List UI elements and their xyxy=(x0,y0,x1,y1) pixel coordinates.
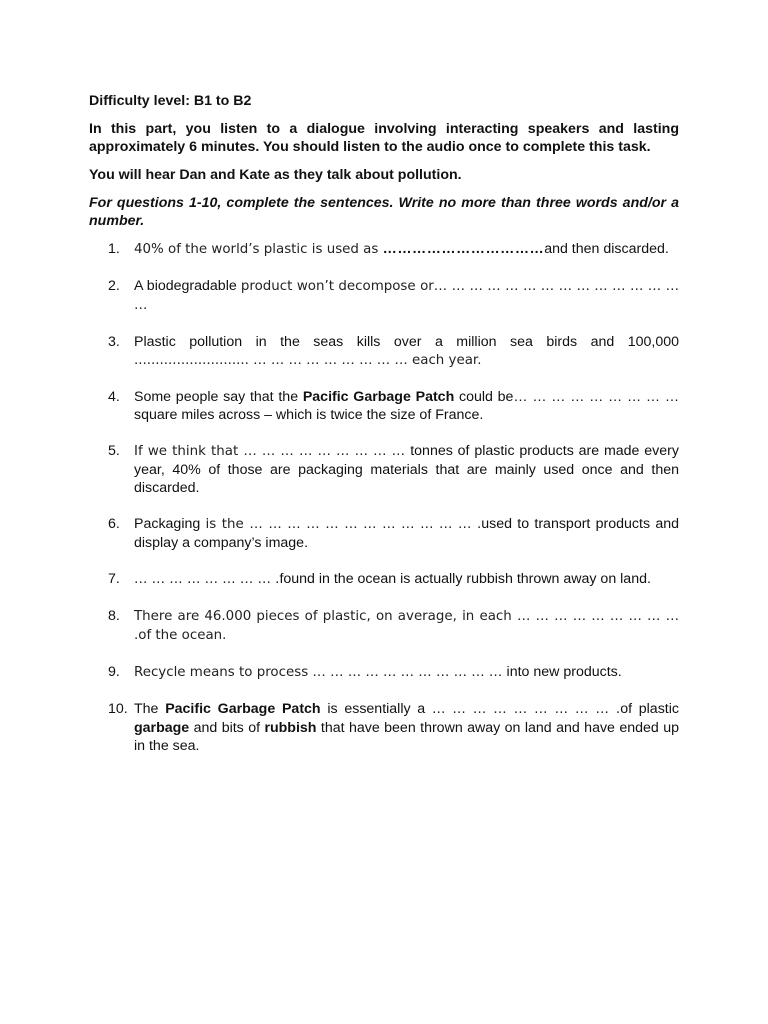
question-number: 1. xyxy=(108,241,120,257)
question-number: 7. xyxy=(108,571,120,587)
question-number: 2. xyxy=(108,278,120,294)
question-text: of plastic xyxy=(620,701,679,717)
question-number: 6. xyxy=(108,516,120,532)
question-text-with-blank[interactable]: If we think that … … … … … … … … … xyxy=(134,444,411,459)
question-4 xyxy=(89,388,679,424)
question-number: 10. xyxy=(108,701,128,717)
question-text: A biodegradable xyxy=(134,278,241,294)
question-text: used to transport products and display a company’s image. xyxy=(134,516,679,551)
answer-blank[interactable]: …………………………… xyxy=(382,241,545,257)
question-number: 8. xyxy=(108,608,120,624)
question-text: Some people say that the xyxy=(134,389,303,405)
garbage-term: garbage xyxy=(134,720,190,736)
question-2 xyxy=(89,277,679,315)
question-7 xyxy=(89,570,679,589)
difficulty-level: Difficulty level: B1 to B2 xyxy=(89,93,252,109)
task-intro: In this part, you listen to a dialogue involving interacting speakers and lasting approximately 6 minutes. You should listen to the audio once to complete this task. xyxy=(89,121,679,155)
question-list xyxy=(89,240,679,755)
question-6 xyxy=(89,515,679,552)
question-10 xyxy=(89,700,679,755)
question-text-with-blank[interactable]: is the … … … … … … … … … … … … . xyxy=(205,517,482,532)
question-number: 9. xyxy=(108,664,120,680)
question-8 xyxy=(89,607,679,645)
question-text: 40% of the world’s plastic is used as xyxy=(134,242,383,257)
answer-blank[interactable]: … … … … … … … … . xyxy=(134,572,280,587)
question-text: is essentially a xyxy=(320,701,432,717)
question-9 xyxy=(89,663,679,682)
question-3 xyxy=(89,333,679,370)
task-instruction: For questions 1-10, complete the sentences. Write no more than three words and/or a number. xyxy=(89,195,679,229)
question-5 xyxy=(89,442,679,497)
question-text: and then discarded. xyxy=(544,241,669,257)
question-text: that have been thrown away on land and have ended up in the sea. xyxy=(134,720,680,754)
question-text: and bits of xyxy=(189,720,265,736)
question-text: found in the ocean is actually rubbish thrown away on land. xyxy=(279,571,651,587)
question-number: 3. xyxy=(108,334,120,350)
question-1 xyxy=(89,240,679,259)
question-text: tonnes of plastic products are made every year, 40% of those are packaging materials that are mainly used once and then discarded. xyxy=(134,443,679,496)
question-text: Plastic pollution in the seas kills over a million sea birds and 100,000 xyxy=(134,334,679,350)
listening-context: You will hear Dan and Kate as they talk about pollution. xyxy=(89,167,462,183)
question-text: into new products. xyxy=(506,664,622,680)
answer-blank[interactable]: … … … … … … … … … . xyxy=(431,702,621,717)
pacific-garbage-patch: Pacific Garbage Patch xyxy=(302,389,455,405)
question-number: 4. xyxy=(108,389,120,405)
question-number: 5. xyxy=(108,443,120,459)
question-text: The xyxy=(134,701,166,717)
question-text-with-blank[interactable]: Recycle means to process … … … … … … … … … … … xyxy=(134,665,507,680)
question-text-with-blank[interactable]: product won’t decompose or… … … … … … … … … … … … … … … xyxy=(134,279,680,313)
question-text-with-blank[interactable]: ........................... … … … … … … … … … each year. xyxy=(134,353,482,368)
question-text-with-blank[interactable]: could be… … … … … … … … … square miles across – which is twice the size of France. xyxy=(134,389,680,423)
rubbish-term: rubbish xyxy=(264,720,317,736)
question-text-with-blank[interactable]: There are 46.000 pieces of plastic, on average, in each … … … … … … … … … .of the ocean. xyxy=(134,609,679,643)
question-text: Packaging xyxy=(134,516,206,532)
pacific-garbage-patch: Pacific Garbage Patch xyxy=(165,701,321,717)
